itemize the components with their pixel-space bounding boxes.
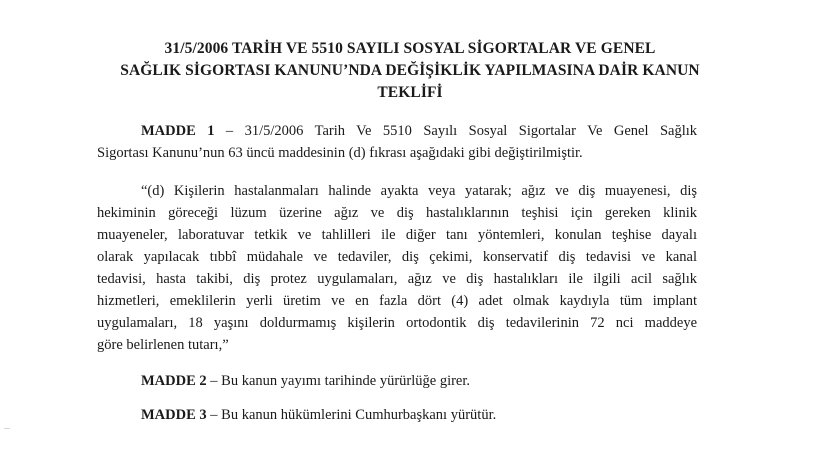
- article-1-line-2: Sigortası Kanunu’nun 63 üncü maddesinin (d) fıkrası aşağıdaki gibi değiştirilmiştir.: [97, 145, 583, 161]
- title-line-1: 31/5/2006 TARİH VE 5510 SAYILI SOSYAL SİGORTALAR VE GENEL: [164, 40, 656, 57]
- quote-line: olarak yapılacak tıbbî müdahale ve tedaviler, diş çekimi, konservatif diş tedavisi ve kanal: [97, 249, 697, 265]
- article-3-label: MADDE 3: [141, 407, 207, 423]
- title-line-3: TEKLİFİ: [377, 84, 443, 101]
- article-1: [97, 120, 697, 164]
- quote-line: göre belirlenen tutarı,”: [97, 337, 229, 353]
- article-1-line-1: [97, 120, 697, 142]
- article-2-text: – Bu kanun yayımı tarihinde yürürlüğe girer.: [210, 373, 471, 389]
- title-line-2: SAĞLIK SİGORTASI KANUNU’NDA DEĞİŞİKLİK YAPILMASINA DAİR KANUN: [120, 62, 700, 79]
- scan-margin-mark: [4, 428, 10, 429]
- article-3-line: [97, 404, 697, 426]
- quote-line: muayeneler, laboratuvar tetkik ve tahlilleri ile diğer tanı yöntemleri, konulan teşhise dayalı: [97, 227, 697, 243]
- article-2-line: [97, 370, 697, 392]
- article-3-text: – Bu kanun hükümlerini Cumhurbaşkanı yürütür.: [210, 407, 497, 423]
- article-2: [97, 370, 697, 392]
- quote-line: tedavisi, hasta takibi, diş protez uygulamaları, ağız ve diş hastalıkları ile ilgili acil sağlık: [97, 271, 697, 287]
- document-title: [95, 38, 725, 104]
- article-1-label: MADDE 1: [141, 123, 215, 139]
- quote-line: “(d) Kişilerin hastalanmaları halinde ayakta veya yatarak; ağız ve diş muayenesi, diş: [141, 183, 697, 199]
- amended-paragraph-quote: [97, 180, 697, 356]
- article-2-label: MADDE 2: [141, 373, 207, 389]
- quote-line: hekiminin göreceği lüzum üzerine ağız ve diş hastalıklarının teşhisi için gereken klinik: [97, 205, 697, 221]
- quote-line: hizmetleri, emeklilerin yerli üretim ve en fazla dört (4) adet olmak kaydıyla tüm implant: [97, 293, 697, 309]
- article-3: [97, 404, 697, 426]
- quote-line: uygulamaları, 18 yaşını doldurmamış kişilerin ortodontik diş tedavilerinin 72 nci maddeye: [97, 315, 697, 331]
- article-1-text-1: – 31/5/2006 Tarih Ve 5510 Sayılı Sosyal Sigortalar Ve Genel Sağlık: [225, 123, 697, 139]
